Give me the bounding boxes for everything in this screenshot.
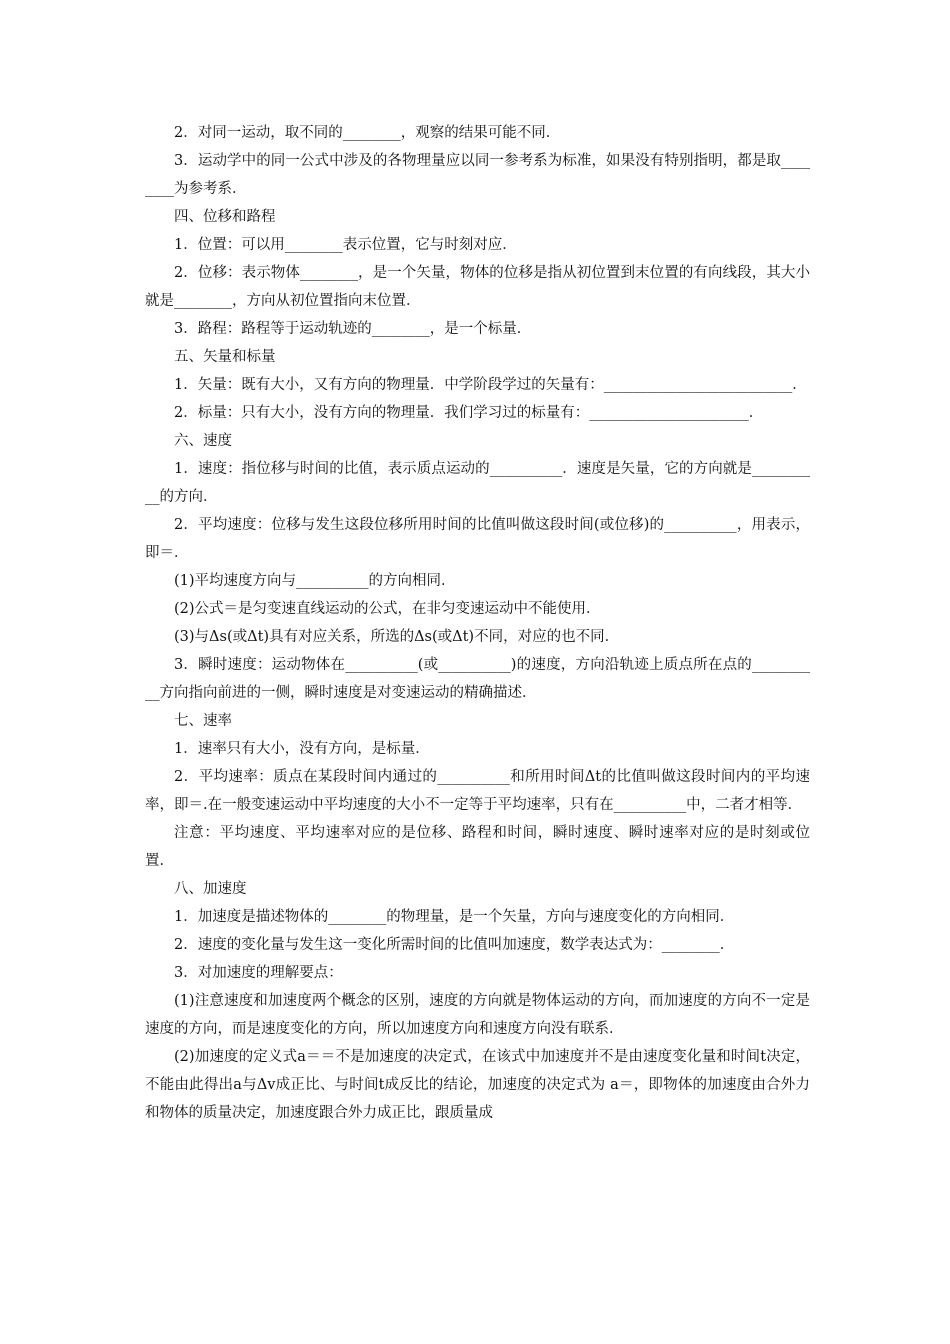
paragraph: (2)公式＝是匀变速直线运动的公式，在非匀变速运动中不能使用．	[174, 601, 601, 617]
paragraph: 2．平均速率：质点在某段时间内通过的__________和所用时间Δt的比值叫做这段时间内的平均速率，即＝.在一般变速运动中平均速度的大小不一定等于平均速率，只有在__________中，二者才相等．	[145, 769, 810, 813]
paragraph: 2．平均速度：位移与发生这段位移所用时间的比值叫做这段时间(或位移)的__________，用表示，即＝．	[145, 517, 810, 561]
section-heading: 五、矢量和标量	[174, 349, 276, 365]
paragraph: 2．对同一运动，取不同的________，观察的结果可能不同．	[174, 125, 561, 141]
paragraph: 1．位置：可以用________表示位置，它与时刻对应．	[174, 237, 517, 253]
paragraph: 1．加速度是描述物体的________的物理量，是一个矢量，方向与速度变化的方向相同．	[174, 909, 735, 925]
paragraph: 3．对加速度的理解要点：	[174, 965, 343, 981]
paragraph: (1)注意速度和加速度两个概念的区别，速度的方向就是物体运动的方向，而加速度的方向不一定是速度的方向，而是速度变化的方向，所以加速度方向和速度方向没有联系．	[145, 993, 810, 1037]
paragraph: (2)加速度的定义式a＝＝不是加速度的决定式，在该式中加速度并不是由速度变化量和时间t决定，不能由此得出a与Δv成正比、与时间t成反比的结论，加速度的决定式为 a＝，即物体的加速度由合外力和物体的质量决定，加速度跟合外力成正比，跟质量成	[145, 1049, 810, 1121]
paragraph: 1．速度：指位移与时间的比值，表示质点运动的__________．速度是矢量，它的方向就是__________的方向．	[145, 461, 810, 505]
paragraph: 3．运动学中的同一公式中涉及的各物理量应以同一参考系为标准，如果没有特别指明，都是取________为参考系．	[145, 153, 810, 197]
section-heading: 四、位移和路程	[174, 209, 276, 225]
section-heading: 八、加速度	[174, 881, 247, 897]
paragraph: 3．瞬时速度：运动物体在__________(或__________)的速度，方向沿轨迹上质点所在点的__________方向指向前进的一侧，瞬时速度是对变速运动的精确描述．	[145, 657, 810, 701]
paragraph: 1．速率只有大小，没有方向，是标量．	[174, 741, 430, 757]
paragraph: 2．速度的变化量与发生这一变化所需时间的比值叫加速度，数学表达式为：________．	[174, 937, 735, 953]
paragraph: 2．标量：只有大小，没有方向的物理量．我们学习过的标量有：______________________．	[174, 405, 764, 421]
paragraph: (3)与Δs(或Δt)具有对应关系，所选的Δs(或Δt)不同，对应的也不同．	[174, 629, 620, 645]
section-heading: 七、速率	[174, 713, 232, 729]
paragraph: 3．路程：路程等于运动轨迹的________，是一个标量．	[174, 321, 532, 337]
paragraph: 2．位移：表示物体________，是一个矢量，物体的位移是指从初位置到末位置的有向线段，其大小就是________，方向从初位置指向末位置．	[145, 265, 810, 309]
paragraph: 注意：平均速度、平均速率对应的是位移、路程和时间，瞬时速度、瞬时速率对应的是时刻或位置．	[145, 825, 810, 869]
document-page	[145, 119, 810, 1127]
paragraph: 1．矢量：既有大小，又有方向的物理量．中学阶段学过的矢量有：__________________________．	[174, 377, 807, 393]
paragraph: (1)平均速度方向与__________的方向相同．	[174, 573, 456, 589]
section-heading: 六、速度	[174, 433, 232, 449]
